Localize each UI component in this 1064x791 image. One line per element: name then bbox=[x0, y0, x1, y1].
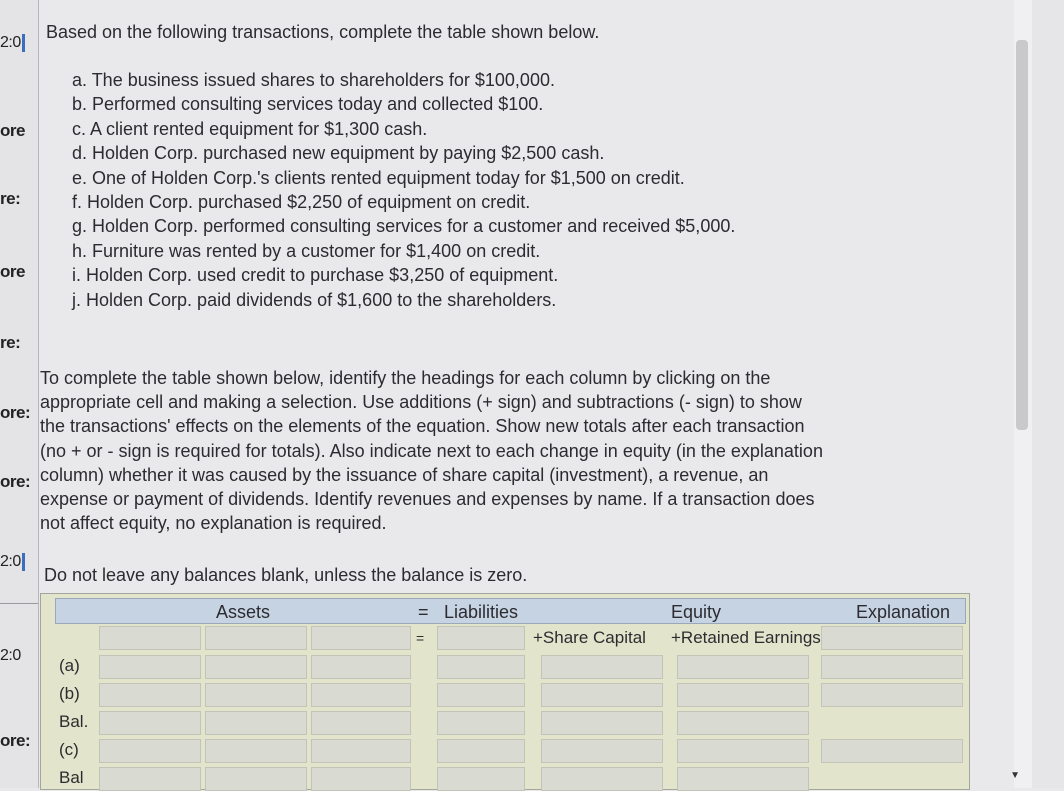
amount-cell[interactable] bbox=[541, 655, 663, 679]
sidebar-label[interactable]: ore bbox=[0, 262, 25, 281]
heading-input-cell[interactable] bbox=[311, 626, 411, 650]
amount-cell[interactable] bbox=[99, 711, 201, 735]
amount-cell[interactable] bbox=[205, 683, 307, 707]
amount-cell[interactable] bbox=[437, 683, 525, 707]
transaction-item: c. A client rented equipment for $1,300 cash. bbox=[72, 118, 428, 139]
amount-cell[interactable] bbox=[99, 767, 201, 791]
sidebar-divider bbox=[0, 603, 38, 604]
transaction-item: f. Holden Corp. purchased $2,250 of equipment on credit. bbox=[72, 191, 531, 212]
sub-share-capital[interactable]: +Share Capital bbox=[533, 628, 646, 647]
sidebar-label[interactable]: 2:0 bbox=[0, 553, 25, 571]
amount-cell[interactable] bbox=[541, 739, 663, 763]
row-label: (a) bbox=[59, 656, 80, 675]
header-explanation[interactable]: Explanation bbox=[856, 602, 951, 622]
amount-cell[interactable] bbox=[541, 711, 663, 735]
amount-cell[interactable] bbox=[205, 655, 307, 679]
amount-cell[interactable] bbox=[99, 655, 201, 679]
equation-table bbox=[40, 593, 970, 790]
explanation-cell[interactable] bbox=[821, 655, 963, 679]
transaction-item: a. The business issued shares to shareholders for $100,000. bbox=[72, 70, 555, 90]
sidebar-label[interactable]: 2:0 bbox=[0, 647, 21, 664]
explanation-cell[interactable] bbox=[821, 739, 963, 763]
transaction-item: b. Performed consulting services today and collected $100. bbox=[72, 94, 544, 115]
transaction-list bbox=[72, 68, 735, 312]
amount-cell[interactable] bbox=[677, 655, 809, 679]
instruction-line: expense or payment of dividends. Identify revenues and expenses by name. If a transaction does bbox=[40, 489, 815, 510]
sidebar-label[interactable]: ore: bbox=[0, 472, 31, 491]
sidebar-label[interactable]: ore: bbox=[0, 731, 31, 750]
amount-cell[interactable] bbox=[541, 767, 663, 791]
instruction-line: column) whether it was caused by the issuance of share capital (investment), a revenue, an bbox=[40, 464, 769, 485]
amount-cell[interactable] bbox=[311, 767, 411, 791]
row-label: (b) bbox=[59, 684, 80, 703]
instruction-line: appropriate cell and making a selection. Use additions (+ sign) and subtractions (- sign) to show bbox=[40, 392, 802, 413]
amount-cell[interactable] bbox=[99, 683, 201, 707]
explanation-cell[interactable] bbox=[821, 683, 963, 707]
header-liabilities[interactable]: Liabilities bbox=[444, 602, 519, 622]
transaction-item: d. Holden Corp. purchased new equipment by paying $2,500 cash. bbox=[72, 143, 605, 164]
amount-cell[interactable] bbox=[437, 739, 525, 763]
sidebar-label[interactable]: re: bbox=[0, 333, 21, 352]
heading-input-cell[interactable] bbox=[205, 626, 307, 650]
amount-cell[interactable] bbox=[677, 739, 809, 763]
right-panel-edge bbox=[1032, 0, 1064, 788]
instruction-line: not affect equity, no explanation is required. bbox=[40, 513, 387, 534]
amount-cell[interactable] bbox=[311, 683, 411, 707]
note-text: Do not leave any balances blank, unless the balance is zero. bbox=[44, 565, 528, 585]
transaction-item: h. Furniture was rented by a customer for $1,400 on credit. bbox=[72, 240, 541, 261]
amount-cell[interactable] bbox=[205, 767, 307, 791]
heading-input-cell[interactable] bbox=[437, 626, 525, 650]
row-label: Bal. bbox=[59, 712, 89, 731]
table-header bbox=[55, 598, 966, 624]
transaction-item: i. Holden Corp. used credit to purchase $3,250 of equipment. bbox=[72, 265, 559, 286]
amount-cell[interactable] bbox=[677, 711, 809, 735]
instruction-line: the transactions' effects on the elements of the equation. Show new totals after each transaction bbox=[40, 416, 805, 437]
sidebar-label[interactable]: ore: bbox=[0, 403, 31, 422]
sub-equals: = bbox=[416, 630, 425, 646]
question-sidebar bbox=[0, 0, 39, 788]
sub-retained-earnings[interactable]: +Retained Earnings bbox=[671, 628, 821, 647]
instruction-line: (no + or - sign is required for totals). Also indicate next to each change in equity (in the explanation bbox=[40, 440, 823, 461]
question-intro: Based on the following transactions, complete the table shown below. bbox=[46, 22, 600, 42]
row-label: Bal bbox=[59, 768, 84, 787]
transaction-item: g. Holden Corp. performed consulting services for a customer and received $5,000. bbox=[72, 216, 736, 237]
row-label: (c) bbox=[59, 740, 79, 759]
amount-cell[interactable] bbox=[205, 711, 307, 735]
amount-cell[interactable] bbox=[677, 767, 809, 791]
amount-cell[interactable] bbox=[541, 683, 663, 707]
sidebar-label[interactable]: re: bbox=[0, 189, 21, 208]
scrollbar-thumb[interactable] bbox=[1016, 40, 1028, 430]
sidebar-label[interactable]: 2:0 bbox=[0, 34, 25, 52]
instruction-line: To complete the table shown below, identify the headings for each column by clicking on the bbox=[40, 368, 771, 388]
header-assets[interactable]: Assets bbox=[216, 602, 271, 622]
header-equity[interactable]: Equity bbox=[671, 602, 722, 622]
amount-cell[interactable] bbox=[99, 739, 201, 763]
transaction-item: e. One of Holden Corp.'s clients rented equipment today for $1,500 on credit. bbox=[72, 167, 685, 188]
amount-cell[interactable] bbox=[311, 655, 411, 679]
header-equals: = bbox=[418, 602, 429, 622]
amount-cell[interactable] bbox=[437, 711, 525, 735]
heading-input-cell[interactable] bbox=[99, 626, 201, 650]
amount-cell[interactable] bbox=[437, 655, 525, 679]
amount-cell[interactable] bbox=[677, 683, 809, 707]
instructions bbox=[40, 366, 823, 535]
heading-input-cell[interactable] bbox=[821, 626, 963, 650]
amount-cell[interactable] bbox=[437, 767, 525, 791]
amount-cell[interactable] bbox=[311, 739, 411, 763]
amount-cell[interactable] bbox=[205, 739, 307, 763]
transaction-item: j. Holden Corp. paid dividends of $1,600 to the shareholders. bbox=[72, 289, 557, 310]
amount-cell[interactable] bbox=[311, 711, 411, 735]
scroll-down-icon[interactable]: ▼ bbox=[1010, 770, 1020, 781]
sidebar-label[interactable]: ore bbox=[0, 121, 25, 140]
